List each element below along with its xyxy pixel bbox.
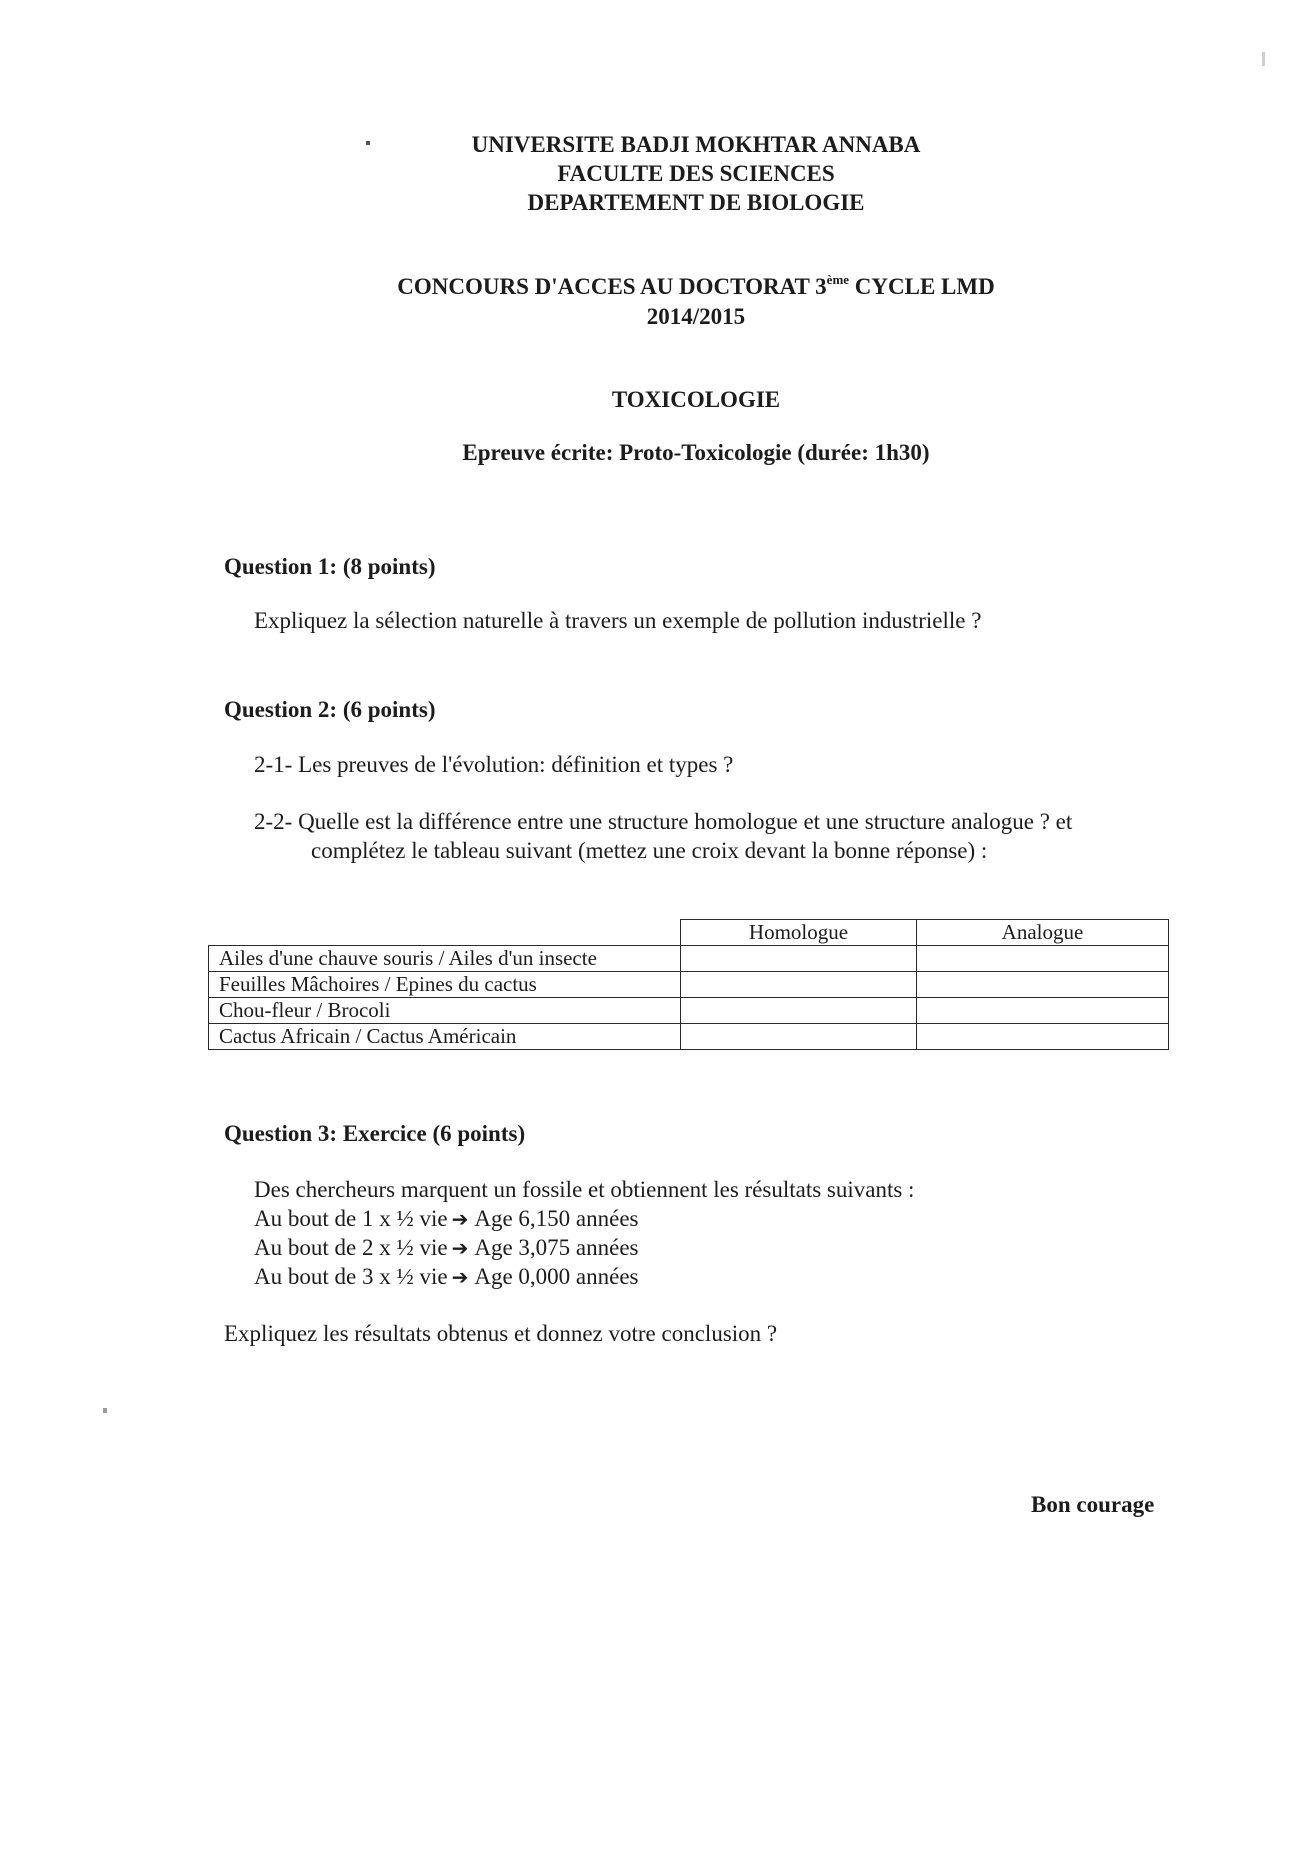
closing-text: Bon courage [1031, 1492, 1155, 1517]
question-1-text: Expliquez la sélection naturelle à travers un exemple de pollution industrielle ? [254, 608, 982, 633]
right-arrow-icon: ➔ [451, 1236, 469, 1260]
table-header-analogue: Analogue [917, 920, 1169, 946]
question-3-heading: Question 3: Exercice (6 points) [224, 1121, 526, 1146]
right-arrow-icon: ➔ [451, 1265, 469, 1289]
paper-title: Epreuve écrite: Proto-Toxicologie (durée: 1h30) [462, 440, 930, 465]
result-age: Age 6,150 années [474, 1206, 639, 1231]
result-half-life: Au bout de 3 x ½ vie [254, 1264, 448, 1289]
result-half-life: Au bout de 1 x ½ vie [254, 1206, 448, 1231]
result-age: Age 3,075 années [474, 1235, 639, 1260]
subject-title: TOXICOLOGIE [611, 387, 781, 412]
result-age: Age 0,000 années [474, 1264, 639, 1289]
question-2-part-2-line-2: complétez le tableau suivant (mettez une croix devant la bonne réponse) : [311, 838, 988, 863]
table-row [209, 998, 1169, 1024]
table-row-label: Feuilles Mâchoires / Epines du cactus [209, 972, 681, 998]
question-2-part-1: 2-1- Les preuves de l'évolution: définition et types ? [254, 752, 734, 777]
result-line [254, 1263, 638, 1291]
analogue-answer-cell[interactable] [917, 1024, 1169, 1050]
table-row [209, 946, 1169, 972]
table-row-label: Ailes d'une chauve souris / Ailes d'un insecte [209, 946, 681, 972]
scan-speck [103, 1408, 107, 1413]
homologue-answer-cell[interactable] [681, 946, 917, 972]
homologue-answer-cell[interactable] [681, 1024, 917, 1050]
result-line [254, 1205, 638, 1233]
analogue-answer-cell[interactable] [917, 998, 1169, 1024]
analogue-answer-cell[interactable] [917, 946, 1169, 972]
result-line [254, 1234, 638, 1262]
table-row [209, 972, 1169, 998]
table-row-label: Cactus Africain / Cactus Américain [209, 1024, 681, 1050]
analogue-answer-cell[interactable] [917, 972, 1169, 998]
exam-title-cycle: CYCLE LMD [849, 274, 995, 299]
question-2-part-2-line-1: 2-2- Quelle est la différence entre une structure homologue et une structure analogue ? et [254, 809, 1073, 834]
question-1-heading: Question 1: (8 points) [224, 554, 436, 579]
exam-title-superscript: ème [826, 272, 850, 287]
right-arrow-icon: ➔ [451, 1207, 469, 1231]
homology-table [208, 919, 1169, 1050]
table-row [209, 1024, 1169, 1050]
table-row-label: Chou-fleur / Brocoli [209, 998, 681, 1024]
faculty-name: FACULTE DES SCIENCES [557, 161, 835, 186]
department-name: DEPARTEMENT DE BIOLOGIE [527, 190, 865, 215]
homologue-answer-cell[interactable] [681, 998, 917, 1024]
table-header-row [209, 920, 1169, 946]
result-half-life: Au bout de 2 x ½ vie [254, 1235, 448, 1260]
university-name: UNIVERSITE BADJI MOKHTAR ANNABA [471, 132, 921, 157]
exam-title-main: CONCOURS D'ACCES AU DOCTORAT 3 [397, 274, 827, 299]
exam-title [0, 273, 1314, 301]
scan-speck [1262, 52, 1265, 66]
question-3-intro: Des chercheurs marquent un fossile et obtiennent les résultats suivants : [254, 1177, 915, 1202]
exam-year: 2014/2015 [646, 304, 746, 329]
question-2-heading: Question 2: (6 points) [224, 697, 436, 722]
table-corner-cell [209, 920, 681, 946]
homologue-answer-cell[interactable] [681, 972, 917, 998]
question-3-prompt: Expliquez les résultats obtenus et donnez votre conclusion ? [224, 1321, 778, 1346]
table-header-homologue: Homologue [681, 920, 917, 946]
